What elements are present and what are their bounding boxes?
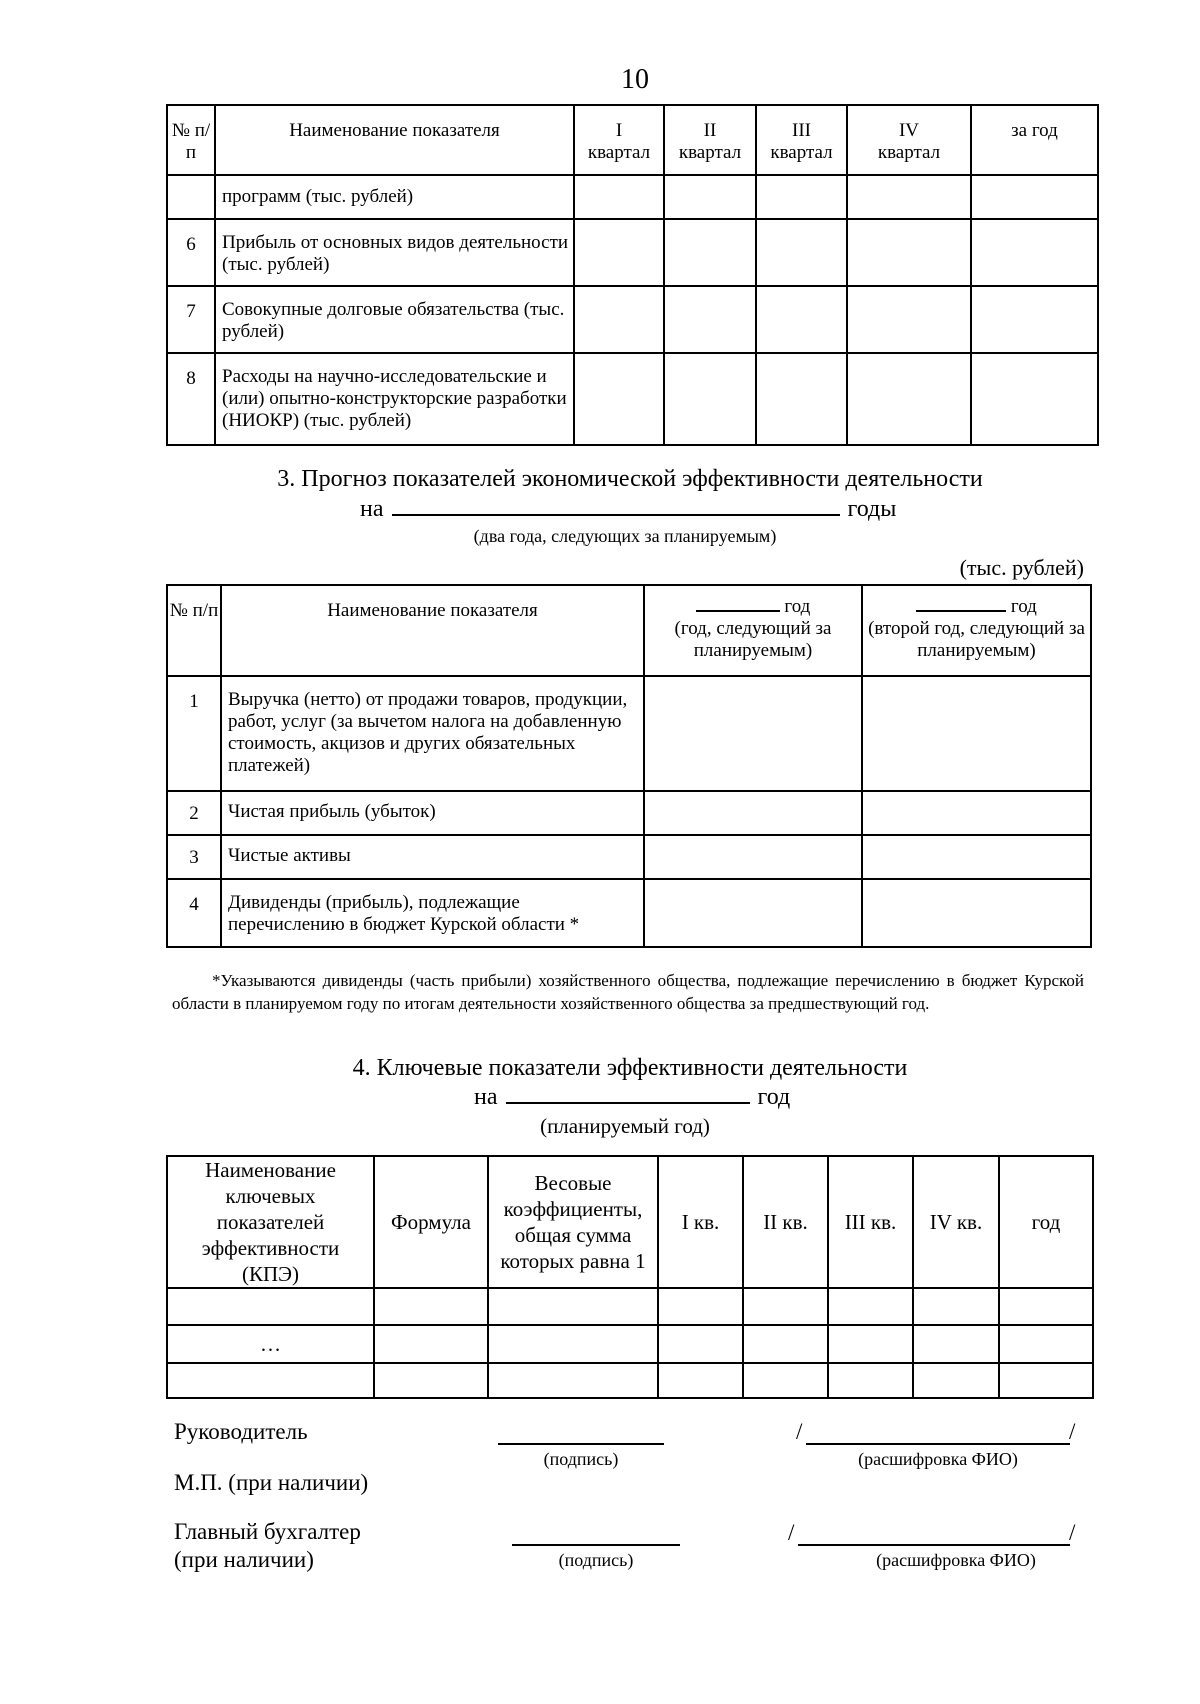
ellipsis-cell: … xyxy=(167,1325,374,1363)
row-num: 8 xyxy=(167,353,215,445)
table-row xyxy=(167,353,1098,445)
table-cell[interactable] xyxy=(658,1288,743,1325)
accountant-slash-right: / xyxy=(1069,1520,1076,1545)
table-cell[interactable] xyxy=(999,1325,1093,1363)
table-cell[interactable] xyxy=(756,175,847,219)
table-row xyxy=(167,1363,1093,1398)
table-cell[interactable] xyxy=(644,676,862,791)
table-cell[interactable] xyxy=(658,1325,743,1363)
table-cell[interactable] xyxy=(374,1325,488,1363)
table-row xyxy=(167,879,1091,947)
accountant-signature-line[interactable] xyxy=(512,1544,680,1546)
head-name-line[interactable] xyxy=(806,1443,1070,1445)
table-row xyxy=(167,1325,1093,1363)
table-row xyxy=(167,676,1091,791)
section4-suffix: год xyxy=(757,1084,791,1110)
table-cell[interactable] xyxy=(488,1363,658,1398)
header-year: за год xyxy=(971,105,1098,175)
forecast-table xyxy=(166,584,1092,948)
row-num: 4 xyxy=(167,879,221,947)
header-kpi-name: Наименование ключевых показателей эффективности (КПЭ) xyxy=(167,1156,374,1288)
row-num: 7 xyxy=(167,286,215,353)
section3-note: (два года, следующих за планируемым) xyxy=(473,526,777,546)
table-row xyxy=(167,791,1091,835)
row-name: Выручка (нетто) от продажи товаров, продукции, работ, услуг (за вычетом налога на добавленную стоимость, акцизов и других обязательных платежей) xyxy=(221,676,644,791)
row-num xyxy=(167,175,215,219)
table-cell[interactable] xyxy=(913,1288,999,1325)
header-q2: II квартал xyxy=(664,105,756,175)
table-row xyxy=(167,1288,1093,1325)
header-q4: IV квартал xyxy=(847,105,971,175)
header-q1: I квартал xyxy=(574,105,664,175)
table-cell[interactable] xyxy=(999,1288,1093,1325)
head-slash-left: / xyxy=(796,1419,803,1444)
table-cell[interactable] xyxy=(847,219,971,286)
table-cell[interactable] xyxy=(862,879,1091,947)
table-cell[interactable] xyxy=(574,219,664,286)
table-cell[interactable] xyxy=(664,286,756,353)
table-cell[interactable] xyxy=(644,791,862,835)
header-q3: III кв. xyxy=(828,1156,913,1288)
table-cell[interactable] xyxy=(847,175,971,219)
row-name: Дивиденды (прибыль), подлежащие перечислению в бюджет Курской области * xyxy=(221,879,644,947)
accountant-label: Главный бухгалтер (при наличии) xyxy=(174,1519,361,1572)
table-cell[interactable] xyxy=(971,175,1098,219)
row-name: Прибыль от основных видов деятельности (тыс. рублей) xyxy=(215,219,574,286)
row-name: Расходы на научно-исследовательские и (или) опытно-конструкторские разработки (НИОКР) (тыс. рублей) xyxy=(215,353,574,445)
header-num: № п/п xyxy=(167,105,215,175)
section3-prefix: на xyxy=(360,496,384,522)
table-cell[interactable] xyxy=(488,1288,658,1325)
footnote: *Указываются дивиденды (часть прибыли) хозяйственного общества, подлежащие перечислению в бюджет Курской области в планируемом году по итогам деятельности хозяйственного общества за предшествующий год. xyxy=(172,971,1084,1013)
table-cell[interactable] xyxy=(828,1325,913,1363)
kpi-table xyxy=(166,1155,1094,1399)
table-cell[interactable] xyxy=(574,175,664,219)
table-cell[interactable] xyxy=(913,1363,999,1398)
header-q1: I кв. xyxy=(658,1156,743,1288)
stamp-label: М.П. (при наличии) xyxy=(174,1470,369,1495)
table-row xyxy=(167,219,1098,286)
head-name-note: (расшифровка ФИО) xyxy=(858,1449,1018,1469)
section3-years-blank[interactable] xyxy=(392,514,840,516)
header-num: № п/п xyxy=(167,585,221,676)
header-q4: IV кв. xyxy=(913,1156,999,1288)
row-num: 3 xyxy=(167,835,221,879)
table-cell[interactable] xyxy=(971,353,1098,445)
header-year2: год (второй год, следующий за планируемым) xyxy=(862,585,1091,676)
table-row xyxy=(167,175,1098,219)
table-cell[interactable] xyxy=(971,286,1098,353)
head-signature-note: (подпись) xyxy=(543,1449,619,1469)
row-name: Совокупные долговые обязательства (тыс. рублей) xyxy=(215,286,574,353)
head-signature-line[interactable] xyxy=(498,1443,664,1445)
page-number: 10 xyxy=(621,64,649,95)
table-cell[interactable] xyxy=(743,1288,828,1325)
table-cell[interactable] xyxy=(167,1288,374,1325)
row-num: 2 xyxy=(167,791,221,835)
header-q3: III квартал xyxy=(756,105,847,175)
table-cell[interactable] xyxy=(658,1363,743,1398)
row-name: Чистая прибыль (убыток) xyxy=(221,791,644,835)
section3-period-line xyxy=(360,496,896,523)
table-cell[interactable] xyxy=(862,835,1091,879)
section3-units: (тыс. рублей) xyxy=(959,555,1084,580)
table-cell[interactable] xyxy=(828,1288,913,1325)
table-cell[interactable] xyxy=(756,353,847,445)
table-cell[interactable] xyxy=(847,286,971,353)
header-year: год xyxy=(999,1156,1093,1288)
table-cell[interactable] xyxy=(862,791,1091,835)
section3-title: 3. Прогноз показателей экономической эффективности деятельности xyxy=(277,466,983,492)
table-cell[interactable] xyxy=(743,1363,828,1398)
section4-prefix: на xyxy=(474,1084,498,1110)
table-cell[interactable] xyxy=(488,1325,658,1363)
table-cell[interactable] xyxy=(644,879,862,947)
header-year1: год (год, следующий за планируемым) xyxy=(644,585,862,676)
table-cell[interactable] xyxy=(644,835,862,879)
header-q2: II кв. xyxy=(743,1156,828,1288)
accountant-slash-left: / xyxy=(788,1520,795,1545)
table-cell[interactable] xyxy=(913,1325,999,1363)
table-cell[interactable] xyxy=(999,1363,1093,1398)
indicators-quarterly-table xyxy=(166,104,1099,446)
accountant-signature-note: (подпись) xyxy=(558,1550,634,1570)
table-cell[interactable] xyxy=(664,219,756,286)
table-header-row xyxy=(167,585,1091,676)
table-cell[interactable] xyxy=(664,353,756,445)
accountant-name-line[interactable] xyxy=(798,1544,1070,1546)
section4-note: (планируемый год) xyxy=(540,1114,710,1138)
header-formula: Формула xyxy=(374,1156,488,1288)
row-name: программ (тыс. рублей) xyxy=(215,175,574,219)
table-row xyxy=(167,835,1091,879)
table-cell[interactable] xyxy=(574,353,664,445)
table-cell[interactable] xyxy=(862,676,1091,791)
year2-blank[interactable] xyxy=(916,610,1006,612)
table-cell[interactable] xyxy=(167,1363,374,1398)
head-label: Руководитель xyxy=(174,1419,308,1444)
table-cell[interactable] xyxy=(756,219,847,286)
table-header-row xyxy=(167,1156,1093,1288)
table-cell[interactable] xyxy=(828,1363,913,1398)
header-name: Наименование показателя xyxy=(221,585,644,676)
header-weights: Весовые коэффициенты, общая сумма которых равна 1 xyxy=(488,1156,658,1288)
row-num: 1 xyxy=(167,676,221,791)
section4-period-line xyxy=(474,1084,790,1111)
table-cell[interactable] xyxy=(374,1363,488,1398)
header-name: Наименование показателя xyxy=(215,105,574,175)
table-cell[interactable] xyxy=(664,175,756,219)
accountant-name-note: (расшифровка ФИО) xyxy=(876,1550,1036,1570)
table-cell[interactable] xyxy=(847,353,971,445)
section3-suffix: годы xyxy=(847,496,897,522)
table-cell[interactable] xyxy=(971,219,1098,286)
head-slash-right: / xyxy=(1069,1419,1076,1444)
table-row xyxy=(167,286,1098,353)
section4-year-blank[interactable] xyxy=(506,1102,750,1104)
table-cell[interactable] xyxy=(756,286,847,353)
section4-title: 4. Ключевые показатели эффективности деятельности xyxy=(352,1055,908,1081)
table-cell[interactable] xyxy=(743,1325,828,1363)
year1-blank[interactable] xyxy=(696,610,780,612)
row-name: Чистые активы xyxy=(221,835,644,879)
row-num: 6 xyxy=(167,219,215,286)
table-cell[interactable] xyxy=(574,286,664,353)
table-cell[interactable] xyxy=(374,1288,488,1325)
table-header-row xyxy=(167,105,1098,175)
